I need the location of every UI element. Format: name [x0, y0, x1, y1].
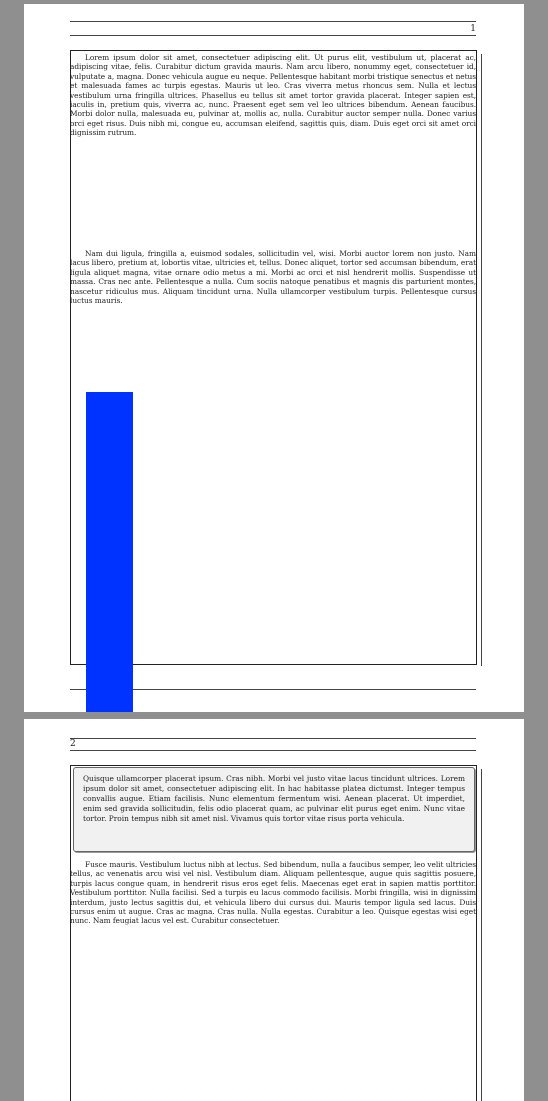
boxed-note-text: Quisque ullamcorper placerat ipsum. Cras nibh. Morbi vel justo vitae lacus tincidunt ultrices. Lorem ipsum dolor sit amet, consectetuer adipiscing elit. In hac habitasse platea dictumst. Integer tempus convallis augue. Etiam facilisis. Nunc elementum fermentum wisi. Aenean placerat. Ut imperdiet, enim sed gravida sollicitudin, felis odio placerat quam, ac pulvinar elit purus eget enim. Nunc vitae tortor. Proin tempus nibh sit amet nisl. Vivamus quis tortor vitae risus porta vehicula. — [83, 774, 465, 823]
header-rule-top — [70, 738, 476, 739]
paragraph-2: Nam dui ligula, fringilla a, euismod sodales, sollicitudin vel, wisi. Morbi auctor lorem non justo. Nam lacus libero, pretium at, lobortis vitae, ultricies et, tellus. Donec aliquet, tortor sed accumsan bibendum, erat ligula aliquet magna, vitae ornare odio metus a mi. Morbi ac orci et nisl hendrerit mollis. Suspendisse ut massa. Cras nec ante. Pellentesque a nulla. Cum sociis natoque penatibus et magnis dis parturient montes, nascetur ridiculus mus. Aliquam tincidunt urna. Nulla ullamcorper vestibulum turpis. Pellentesque cursus luctus mauris. — [70, 249, 476, 306]
header-rule-bottom — [70, 35, 476, 36]
blue-bar — [86, 392, 133, 712]
boxed-note — [73, 767, 475, 852]
page-1 — [24, 4, 524, 712]
page-number: 2 — [70, 739, 76, 749]
frame-shadow-line — [481, 54, 482, 666]
paragraph-1: Lorem ipsum dolor sit amet, consectetuer adipiscing elit. Ut purus elit, vestibulum ut, placerat ac, adipiscing vitae, felis. Curabitur dictum gravida mauris. Nam arcu libero, nonummy eget, consectetuer id, vulputate a, magna. Donec vehicula augue eu neque. Pellentesque habitant morbi tristique senectus et netus et malesuada fames ac turpis egestas. Mauris ut leo. Cras viverra metus rhoncus sem. Nulla et lectus vestibulum urna fringilla ultrices. Phasellus eu tellus sit amet tortor gravida placerat. Integer sapien est, iaculis in, pretium quis, viverra ac, nunc. Praesent eget sem vel leo ultrices bibendum. Aenean faucibus. Morbi dolor nulla, malesuada eu, pulvinar at, mollis ac, nulla. Curabitur auctor semper nulla. Donec varius orci eget risus. Duis nibh mi, congue eu, accumsan eleifend, sagittis quis, diam. Duis eget orci sit amet orci dignissim rutrum. — [70, 53, 476, 138]
header-rule-top — [70, 21, 476, 22]
paragraph-3: Fusce mauris. Vestibulum luctus nibh at lectus. Sed bibendum, nulla a faucibus semper, leo velit ultricies tellus, ac venenatis arcu wisi vel nisl. Vestibulum diam. Aliquam pellentesque, augue quis sagittis posuere, turpis lacus congue quam, in hendrerit risus eros eget felis. Maecenas eget erat in sapien mattis porttitor. Vestibulum porttitor. Nulla facilisi. Sed a turpis eu lacus commodo facilisis. Morbi fringilla, wisi in dignissim interdum, justo lectus sagittis dui, et vehicula libero dui cursus dui. Mauris tempor ligula sed lacus. Duis cursus enim ut augue. Cras ac magna. Cras nulla. Nulla egestas. Curabitur a leo. Quisque egestas wisi eget nunc. Nam feugiat lacus vel est. Curabitur consectetuer. — [70, 860, 476, 926]
page-number: 1 — [470, 24, 476, 34]
header-rule-bottom — [70, 750, 476, 751]
frame-shadow-line — [481, 769, 482, 1101]
page-2 — [24, 719, 524, 1101]
